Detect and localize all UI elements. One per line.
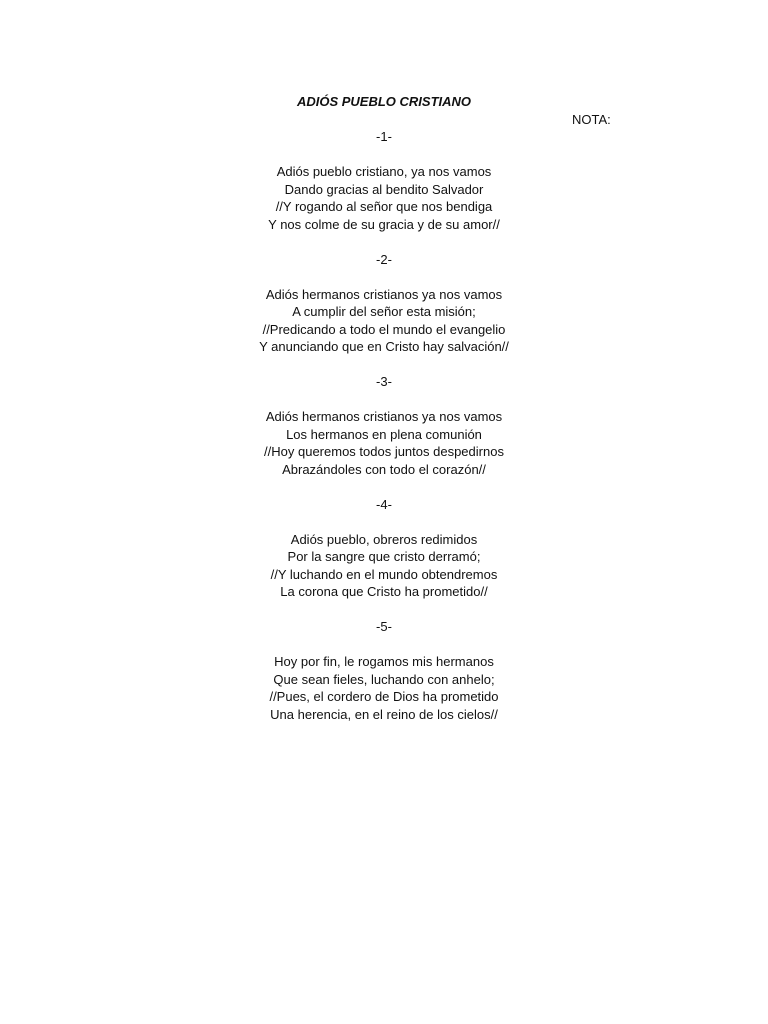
verse-line: //Hoy queremos todos juntos despedirnos xyxy=(264,444,504,459)
verse-line: Que sean fieles, luchando con anhelo; xyxy=(273,671,495,687)
verse-2 xyxy=(0,251,768,356)
verse-number: -3- xyxy=(376,374,392,389)
verse-line: Los hermanos en plena comunión xyxy=(286,426,482,442)
verse-line: Por la sangre que cristo derramó; xyxy=(287,549,481,564)
verse-line: Y nos colme de su gracia y de su amor// xyxy=(268,216,500,232)
verse-number: -5- xyxy=(376,619,392,634)
verse-line: //Pues, el cordero de Dios ha prometido xyxy=(269,689,499,704)
verse-line: Una herencia, en el reino de los cielos// xyxy=(270,706,498,722)
note-label: NOTA: xyxy=(572,112,611,127)
verse-line: //Y luchando en el mundo obtendremos xyxy=(270,566,498,582)
verse-line: A cumplir del señor esta misión; xyxy=(292,304,476,319)
verse-line: //Y rogando al señor que nos bendiga xyxy=(275,199,493,214)
verse-4 xyxy=(0,496,768,601)
verse-3 xyxy=(0,373,768,478)
verse-number: -2- xyxy=(376,251,392,267)
verse-line: Adiós hermanos cristianos ya nos vamos xyxy=(265,286,503,302)
verse-line: Y anunciando que en Cristo hay salvación// xyxy=(259,339,509,354)
verse-line: La corona que Cristo ha prometido// xyxy=(280,584,488,599)
verse-number: -1- xyxy=(376,129,392,144)
document-title: ADIÓS PUEBLO CRISTIANO xyxy=(296,94,472,109)
verse-1 xyxy=(0,128,768,233)
verse-line: Adiós pueblo cristiano, ya nos vamos xyxy=(276,164,492,179)
verse-number: -4- xyxy=(376,496,392,512)
verse-line: Adiós hermanos cristianos ya nos vamos xyxy=(265,409,503,424)
verse-line: Abrazándoles con todo el corazón// xyxy=(282,461,486,477)
verse-5 xyxy=(0,618,768,723)
verses-container xyxy=(0,128,768,741)
verse-line: Dando gracias al bendito Salvador xyxy=(284,181,484,197)
verse-line: //Predicando a todo el mundo el evangelio xyxy=(262,321,506,337)
verse-line: Hoy por fin, le rogamos mis hermanos xyxy=(274,654,494,669)
verse-line: Adiós pueblo, obreros redimidos xyxy=(290,531,478,547)
